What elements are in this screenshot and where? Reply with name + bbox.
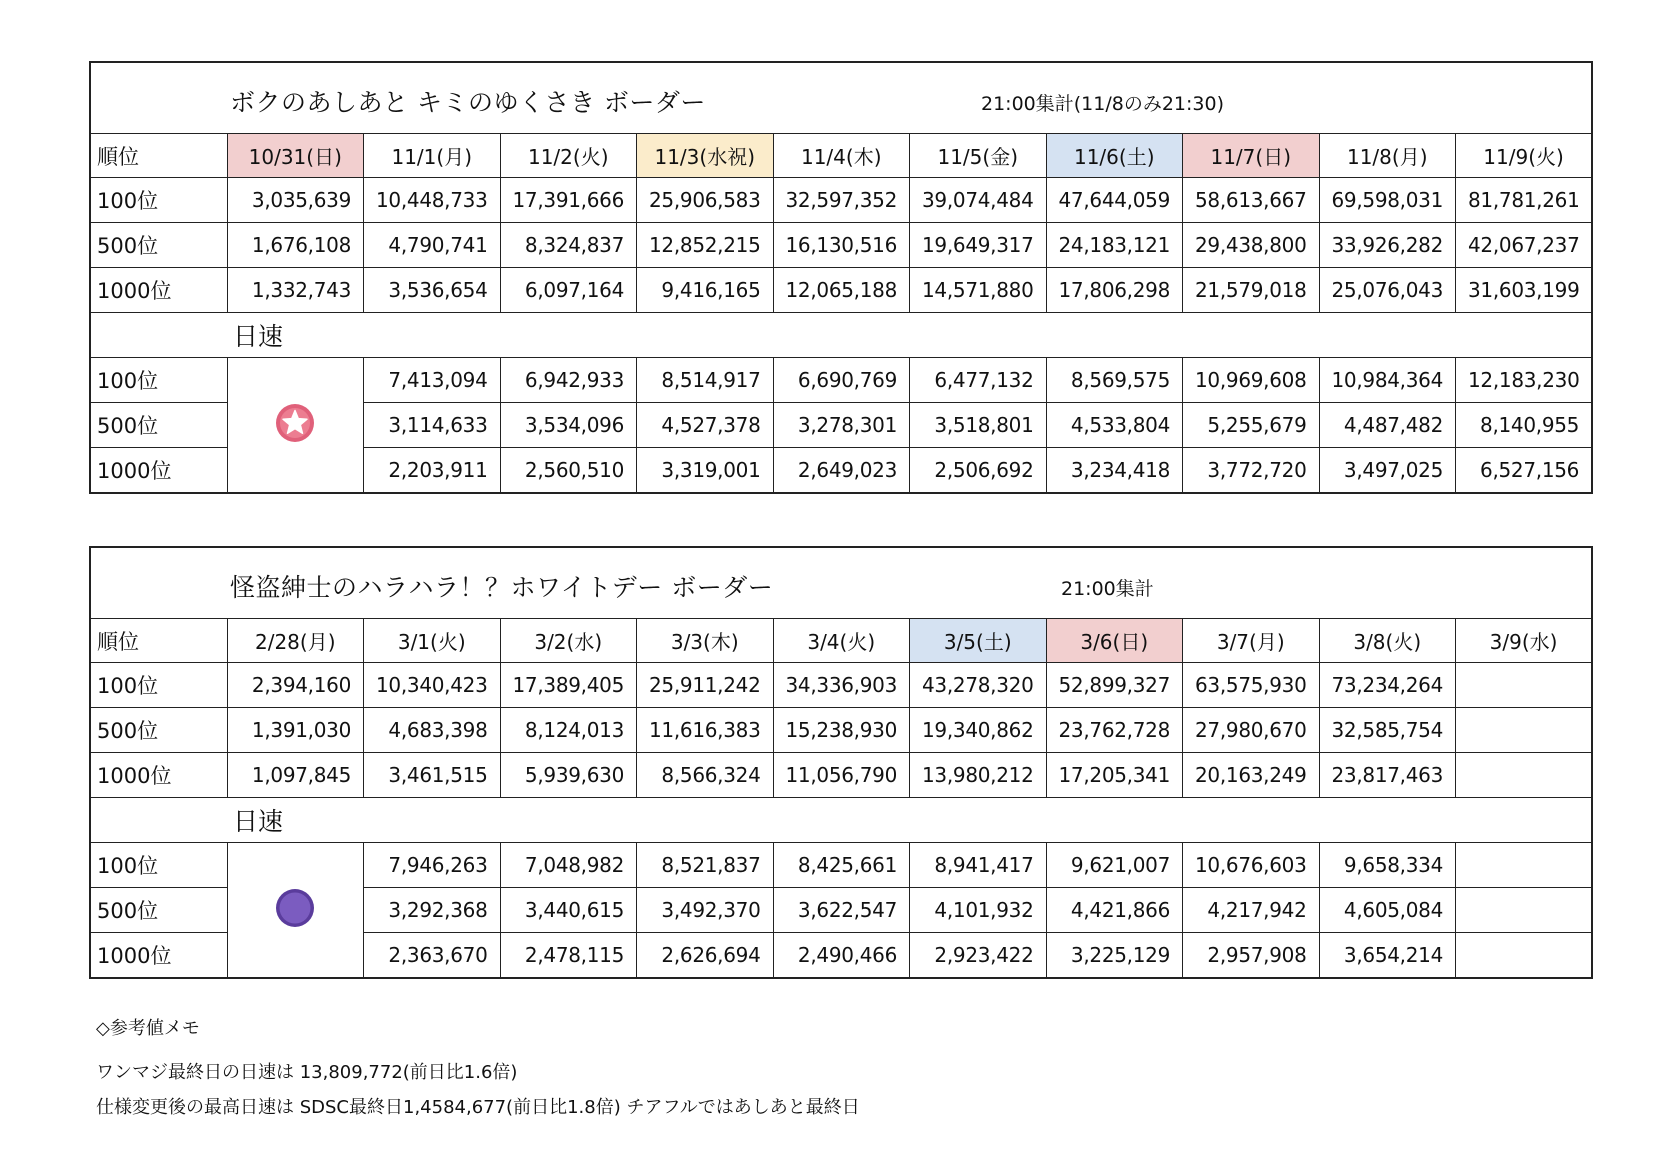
table-cell: 14,571,880 [910,268,1047,313]
table-cell: 12,183,230 [1456,358,1593,403]
table-row [90,663,1592,708]
table-cell: 3,772,720 [1183,448,1320,493]
table-cell: 3,492,370 [637,888,774,933]
table-cell: 5,939,630 [500,753,637,798]
table-cell: 20,163,249 [1183,753,1320,798]
table-cell: 19,340,862 [910,708,1047,753]
table-cell: 3,440,615 [500,888,637,933]
table-cell: 4,487,482 [1319,403,1456,448]
date-header: 2/28(月) [227,619,364,663]
pink-star-icon [227,358,364,493]
table-cell: 34,336,903 [773,663,910,708]
table-cell: 3,654,214 [1319,933,1456,978]
table-cell: 23,817,463 [1319,753,1456,798]
date-header: 3/2(水) [500,619,637,663]
table-cell: 7,048,982 [500,843,637,888]
memo-line: ワンマジ最終日の日速は 13,809,772(前日比1.6倍) [96,1062,518,1083]
table-cell: 32,597,352 [773,178,910,223]
table-cell [1456,708,1593,753]
table-cell: 2,490,466 [773,933,910,978]
table-cell: 31,603,199 [1456,268,1593,313]
table-cell: 3,234,418 [1046,448,1183,493]
table-cell: 9,416,165 [637,268,774,313]
table-cell: 3,622,547 [773,888,910,933]
date-header: 3/7(月) [1183,619,1320,663]
table-cell [1456,663,1593,708]
table-cell: 15,238,930 [773,708,910,753]
table-cell: 58,613,667 [1183,178,1320,223]
date-header: 10/31(日) [227,134,364,178]
date-header: 3/9(水) [1456,619,1593,663]
date-header: 11/8(月) [1319,134,1456,178]
memo-title: ◇参考値メモ [96,1018,200,1039]
table-cell: 73,234,264 [1319,663,1456,708]
table-cell [1456,753,1593,798]
table-cell: 3,114,633 [364,403,501,448]
table-cell [1456,888,1593,933]
table-cell: 29,438,800 [1183,223,1320,268]
table-cell: 4,217,942 [1183,888,1320,933]
table-cell: 4,527,378 [637,403,774,448]
table-cell: 8,425,661 [773,843,910,888]
table-row [90,843,1592,888]
table-cell: 47,644,059 [1046,178,1183,223]
rank-label: 1000位 [90,268,227,313]
table-cell: 8,324,837 [500,223,637,268]
table-cell: 4,683,398 [364,708,501,753]
date-header: 11/5(金) [910,134,1047,178]
date-header: 11/2(火) [500,134,637,178]
table-cell: 2,957,908 [1183,933,1320,978]
table-cell: 8,521,837 [637,843,774,888]
table-cell: 5,255,679 [1183,403,1320,448]
table-cell: 3,536,654 [364,268,501,313]
table-cell: 39,074,484 [910,178,1047,223]
table-cell: 7,413,094 [364,358,501,403]
table-cell: 8,566,324 [637,753,774,798]
daily-speed-label: 日速 [90,313,1592,358]
rank-label: 500位 [90,708,227,753]
date-header: 3/3(木) [637,619,774,663]
table-cell: 69,598,031 [1319,178,1456,223]
table-title: 怪盗紳士のハラハラ！？ホワイトデー ボーダー [230,573,774,602]
table-cell: 2,478,115 [500,933,637,978]
date-header: 11/3(水祝) [637,134,774,178]
table-cell: 27,980,670 [1183,708,1320,753]
rank-label: 1000位 [90,753,227,798]
table-cell: 4,790,741 [364,223,501,268]
table-cell: 33,926,282 [1319,223,1456,268]
rank-header: 順位 [90,619,227,663]
table-cell: 1,391,030 [227,708,364,753]
purple-moon-icon [227,843,364,978]
table-cell: 4,101,932 [910,888,1047,933]
table-cell: 2,363,670 [364,933,501,978]
table-cell: 1,676,108 [227,223,364,268]
table-title: ボクのあしあと キミのゆくさき ボーダー [230,88,706,117]
date-header: 3/1(火) [364,619,501,663]
table-cell: 11,056,790 [773,753,910,798]
table-cell: 17,389,405 [500,663,637,708]
table-cell: 3,518,801 [910,403,1047,448]
table-row [90,358,1592,403]
table-row [90,178,1592,223]
date-header: 3/4(火) [773,619,910,663]
table-cell: 2,394,160 [227,663,364,708]
table-cell: 6,942,933 [500,358,637,403]
date-header: 11/1(月) [364,134,501,178]
date-header: 3/5(土) [910,619,1047,663]
table-cell: 32,585,754 [1319,708,1456,753]
table-cell: 2,649,023 [773,448,910,493]
table-cell: 2,626,694 [637,933,774,978]
table-cell: 10,969,608 [1183,358,1320,403]
table-cell: 3,035,639 [227,178,364,223]
rank-label: 500位 [90,223,227,268]
table-cell: 2,560,510 [500,448,637,493]
table-cell: 25,906,583 [637,178,774,223]
table-cell: 10,340,423 [364,663,501,708]
date-header: 11/7(日) [1183,134,1320,178]
table-cell: 52,899,327 [1046,663,1183,708]
rank-header: 順位 [90,134,227,178]
table-cell: 3,461,515 [364,753,501,798]
table-cell: 10,984,364 [1319,358,1456,403]
daily-speed-label: 日速 [90,798,1592,843]
table-cell: 4,533,804 [1046,403,1183,448]
border-table-ashiato [89,61,1593,494]
table-cell: 4,605,084 [1319,888,1456,933]
table-cell: 1,097,845 [227,753,364,798]
table-cell: 17,205,341 [1046,753,1183,798]
date-header-row [90,619,1592,663]
rank-label: 500位 [90,888,227,933]
table-cell: 11,616,383 [637,708,774,753]
table-cell: 42,067,237 [1456,223,1593,268]
table-row [90,708,1592,753]
table-cell: 25,911,242 [637,663,774,708]
rank-label: 1000位 [90,933,227,978]
table-cell: 19,649,317 [910,223,1047,268]
table-row [90,753,1592,798]
table-cell: 10,676,603 [1183,843,1320,888]
rank-label: 1000位 [90,448,227,493]
rank-label: 100位 [90,178,227,223]
table-cell: 17,806,298 [1046,268,1183,313]
table-row [90,268,1592,313]
table-cell: 2,506,692 [910,448,1047,493]
table-cell: 3,497,025 [1319,448,1456,493]
table-cell: 3,292,368 [364,888,501,933]
table-cell: 9,621,007 [1046,843,1183,888]
table-note: 21:00集計 [1061,578,1154,600]
date-header: 11/4(木) [773,134,910,178]
rank-label: 100位 [90,663,227,708]
table-cell: 81,781,261 [1456,178,1593,223]
table-note: 21:00集計(11/8のみ21:30) [981,93,1225,115]
table-cell: 3,278,301 [773,403,910,448]
table-cell: 6,097,164 [500,268,637,313]
table-cell: 6,690,769 [773,358,910,403]
table-cell: 23,762,728 [1046,708,1183,753]
date-header-row [90,134,1592,178]
table-cell: 3,319,001 [637,448,774,493]
date-header: 11/6(土) [1046,134,1183,178]
table-cell: 8,514,917 [637,358,774,403]
date-header: 3/8(火) [1319,619,1456,663]
rank-label: 500位 [90,403,227,448]
table-cell: 10,448,733 [364,178,501,223]
table-cell: 17,391,666 [500,178,637,223]
table-cell: 6,527,156 [1456,448,1593,493]
table-cell: 9,658,334 [1319,843,1456,888]
table-cell [1456,933,1593,978]
table-cell [1456,843,1593,888]
table-cell: 24,183,121 [1046,223,1183,268]
table-cell: 3,225,129 [1046,933,1183,978]
table-cell: 13,980,212 [910,753,1047,798]
table-cell: 63,575,930 [1183,663,1320,708]
table-cell: 8,941,417 [910,843,1047,888]
table-cell: 3,534,096 [500,403,637,448]
table-cell: 8,569,575 [1046,358,1183,403]
table-row [90,223,1592,268]
table-cell: 1,332,743 [227,268,364,313]
table-cell: 7,946,263 [364,843,501,888]
rank-label: 100位 [90,843,227,888]
table-cell: 43,278,320 [910,663,1047,708]
memo-line: 仕様変更後の最高日速は SDSC最終日1,4584,677(前日比1.8倍) チアフルではあしあと最終日 [96,1097,860,1118]
table-cell: 8,140,955 [1456,403,1593,448]
table-cell: 6,477,132 [910,358,1047,403]
table-cell: 8,124,013 [500,708,637,753]
date-header: 11/9(火) [1456,134,1593,178]
rank-label: 100位 [90,358,227,403]
table-cell: 2,203,911 [364,448,501,493]
table-cell: 12,065,188 [773,268,910,313]
table-cell: 12,852,215 [637,223,774,268]
table-cell: 2,923,422 [910,933,1047,978]
table-cell: 21,579,018 [1183,268,1320,313]
border-table-whiteday [89,546,1593,979]
table-cell: 4,421,866 [1046,888,1183,933]
table-cell: 16,130,516 [773,223,910,268]
table-cell: 25,076,043 [1319,268,1456,313]
date-header: 3/6(日) [1046,619,1183,663]
